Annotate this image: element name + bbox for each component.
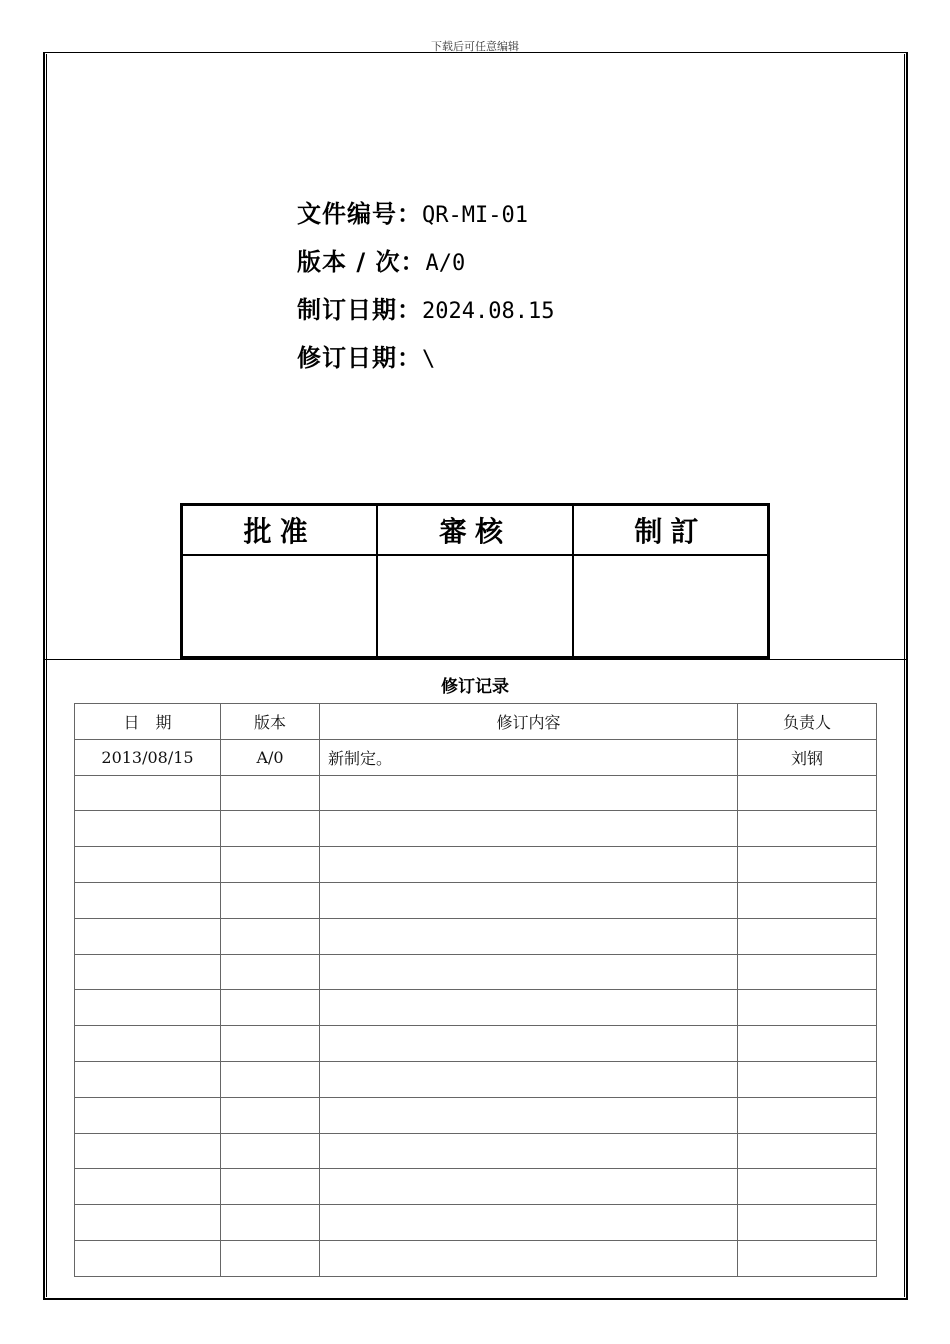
- table-row: [75, 1240, 877, 1276]
- approve-header: 批准: [182, 505, 378, 555]
- date-column-header: 日 期: [75, 704, 221, 740]
- revision-date-cell[interactable]: [75, 918, 221, 954]
- table-row: [75, 1169, 877, 1205]
- revision-version-cell[interactable]: [221, 775, 320, 811]
- issue-date-line: [297, 294, 554, 342]
- revision-date-cell[interactable]: [75, 1097, 221, 1133]
- revision-content-cell[interactable]: [320, 847, 738, 883]
- revision-header-row: [75, 704, 877, 740]
- revision-date-cell[interactable]: [75, 882, 221, 918]
- revision-record-table: [74, 703, 877, 1277]
- revision-version-cell[interactable]: [221, 1133, 320, 1169]
- revision-content-cell[interactable]: [320, 954, 738, 990]
- revision-owner-cell[interactable]: [738, 1205, 877, 1241]
- owner-column-header: 负责人: [738, 704, 877, 740]
- review-signature-cell[interactable]: [377, 555, 573, 658]
- revision-content-cell[interactable]: [320, 1097, 738, 1133]
- revision-version-cell[interactable]: [221, 954, 320, 990]
- revision-record-title: 修订记录: [441, 677, 509, 697]
- revision-content-cell[interactable]: [320, 775, 738, 811]
- revision-owner-cell[interactable]: [738, 1169, 877, 1205]
- document-info: [297, 198, 554, 390]
- review-header: 審核: [377, 505, 573, 555]
- issue-date-value: 2024.08.15: [422, 299, 555, 324]
- table-row: [75, 954, 877, 990]
- doc-number-value: QR-MI-01: [422, 203, 528, 228]
- approve-signature-cell[interactable]: [182, 555, 378, 658]
- revision-date-cell[interactable]: [75, 1026, 221, 1062]
- revision-content-cell[interactable]: [320, 990, 738, 1026]
- revision-content-cell[interactable]: [320, 1240, 738, 1276]
- revision-owner-cell[interactable]: [738, 1133, 877, 1169]
- revision-owner-cell[interactable]: [738, 1240, 877, 1276]
- revision-version-cell[interactable]: [221, 1240, 320, 1276]
- table-row: [75, 775, 877, 811]
- prepare-signature-cell[interactable]: [573, 555, 769, 658]
- revision-owner-cell[interactable]: [738, 918, 877, 954]
- revision-date-cell[interactable]: [75, 1240, 221, 1276]
- doc-number-label: 文件编号：: [297, 200, 422, 228]
- revision-owner-cell[interactable]: [738, 1026, 877, 1062]
- revision-date-cell[interactable]: [75, 1061, 221, 1097]
- table-row: [75, 1061, 877, 1097]
- revision-owner-cell[interactable]: [738, 775, 877, 811]
- revision-owner-cell[interactable]: [738, 954, 877, 990]
- header-note: 下载后可任意编辑: [431, 40, 519, 53]
- table-row: [75, 847, 877, 883]
- revision-date-line: [297, 342, 554, 390]
- revision-date-cell[interactable]: [75, 954, 221, 990]
- revision-owner-cell[interactable]: [738, 1097, 877, 1133]
- revision-date-cell[interactable]: [75, 775, 221, 811]
- table-row: [75, 811, 877, 847]
- revision-content-cell[interactable]: [320, 1205, 738, 1241]
- revision-content-cell[interactable]: [320, 882, 738, 918]
- approval-header-row: [182, 505, 769, 555]
- revision-date-cell[interactable]: [75, 811, 221, 847]
- table-row: [75, 1097, 877, 1133]
- table-row: [75, 1205, 877, 1241]
- revision-date-label: 修订日期：: [297, 344, 422, 372]
- revision-version-cell[interactable]: [221, 1026, 320, 1062]
- revision-date-cell: 2013/08/15: [75, 739, 221, 775]
- approval-table: [180, 503, 770, 659]
- revision-date-cell[interactable]: [75, 990, 221, 1026]
- revision-version-cell[interactable]: [221, 811, 320, 847]
- revision-content-cell[interactable]: [320, 1026, 738, 1062]
- revision-content-cell[interactable]: [320, 1061, 738, 1097]
- revision-owner-cell[interactable]: [738, 882, 877, 918]
- revision-date-cell[interactable]: [75, 1205, 221, 1241]
- table-row: [75, 990, 877, 1026]
- revision-content-cell[interactable]: [320, 918, 738, 954]
- revision-content-cell: 新制定。: [320, 739, 738, 775]
- prepare-header: 制訂: [573, 505, 769, 555]
- version-column-header: 版本: [221, 704, 320, 740]
- revision-date-cell[interactable]: [75, 1169, 221, 1205]
- revision-version-cell[interactable]: [221, 1061, 320, 1097]
- revision-owner-cell[interactable]: [738, 811, 877, 847]
- revision-owner-cell[interactable]: [738, 990, 877, 1026]
- revision-version-cell[interactable]: [221, 1205, 320, 1241]
- revision-date-cell[interactable]: [75, 847, 221, 883]
- revision-content-cell[interactable]: [320, 1169, 738, 1205]
- revision-version-cell[interactable]: [221, 847, 320, 883]
- revision-content-cell[interactable]: [320, 811, 738, 847]
- table-row: [75, 1133, 877, 1169]
- section-divider: [43, 659, 908, 660]
- doc-number-line: [297, 198, 554, 246]
- revision-version-cell[interactable]: [221, 918, 320, 954]
- issue-date-label: 制订日期：: [297, 296, 422, 324]
- revision-version-cell: A/0: [221, 739, 320, 775]
- version-line: [297, 246, 554, 294]
- revision-date-value: \: [422, 347, 436, 372]
- revision-version-cell[interactable]: [221, 1097, 320, 1133]
- revision-owner-cell: 刘钢: [738, 739, 877, 775]
- table-row: [75, 1026, 877, 1062]
- table-row: [75, 918, 877, 954]
- approval-signature-row: [182, 555, 769, 658]
- revision-content-cell[interactable]: [320, 1133, 738, 1169]
- version-value: A/0: [425, 251, 466, 276]
- revision-version-cell[interactable]: [221, 990, 320, 1026]
- revision-date-cell[interactable]: [75, 1133, 221, 1169]
- revision-owner-cell[interactable]: [738, 847, 877, 883]
- revision-version-cell[interactable]: [221, 1169, 320, 1205]
- table-row: [75, 739, 877, 775]
- content-column-header: 修订内容: [320, 704, 738, 740]
- revision-version-cell[interactable]: [221, 882, 320, 918]
- revision-owner-cell[interactable]: [738, 1061, 877, 1097]
- table-row: [75, 882, 877, 918]
- version-label: 版本 / 次：: [297, 248, 426, 276]
